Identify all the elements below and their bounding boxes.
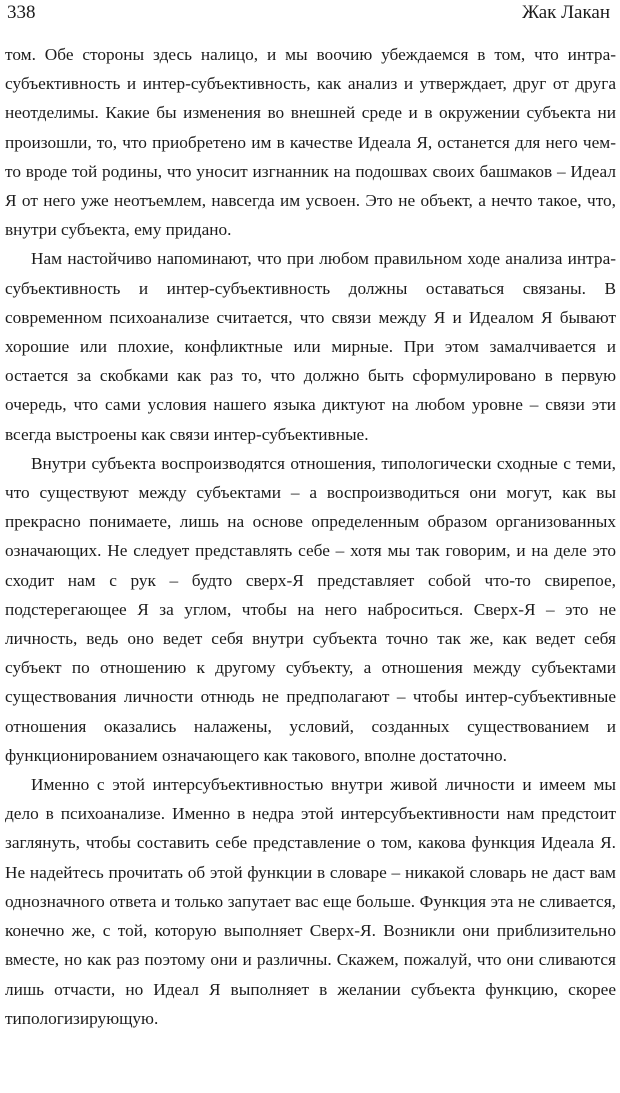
paragraph: Именно с этой интерсубъективностью внутри живой личности и имеем мы дело в психоанализе. Именно в недра этой интерсубъективности нам предстоит заглянуть, чтобы составить себе представление о том, какова функция Идеала Я. Не надейтесь прочитать об этой функции в словаре – никакой словарь не даст вам однозначного ответа и только запутает вас еще больше. Функция эта не сливается, конечно же, с той, которую выполняет Сверх-Я. Возникли они приблизительно вместе, но как раз поэтому они и различны. Скажем, пожалуй, что они сливаются лишь отчасти, но Идеал Я выполняет в желании субъекта функцию, скорее типологизирующую. <box>5 775 616 1028</box>
paragraph: Внутри субъекта воспроизводятся отношения, типологически сходные с теми, что существуют между субъектами – а воспроизводиться они могут, как вы прекрасно понимаете, лишь на основе определенным образом организованных означающих. Не следует представлять себе – хотя мы так говорим, и на деле это сходит нам с рук – будто сверх-Я представляет собой что-то свирепое, подстерегающее Я за углом, чтобы на него наброситься. Сверх-Я – это не личность, ведь оно ведет себя внутри субъекта точно так же, как ведет себя субъект по отношению к другому субъекту, а отношения между субъектами существования личности отнюдь не предполагают – чтобы интер-субъективные отношения оказались налажены, условий, созданных существованием и функционированием означающего как такового, вполне достаточно. <box>5 453 616 765</box>
page-header <box>5 0 616 26</box>
body-text <box>5 40 616 1033</box>
paragraph: том. Обе стороны здесь налицо, и мы воочию убеждаемся в том, что интра-субъективность и интер-субъективность, как анализ и утверждает, друг от друга неотделимы. Какие бы изменения во внешней среде и в окружении субъекта ни произошли, то, что приобретено им в качестве Идеала Я, останется для него чем-то вроде той родины, что уносит изгнанник на подошвах своих башмаков – Идеал Я от него уже неотъемлем, навсегда им усвоен. Это не объект, а нечто такое, что, внутри субъекта, ему придано. <box>5 45 616 240</box>
page-number: 338 <box>7 2 36 23</box>
running-title: Жак Лакан <box>522 2 610 23</box>
paragraph: Нам настойчиво напоминают, что при любом правильном ходе анализа интра-субъективность и интер-субъективность должны оставаться связаны. В современном психоанализе считается, что связи между Я и Идеалом Я бывают хорошие или плохие, конфликтные или мирные. При этом замалчивается и остается за скобками как раз то, что должно быть сформулировано в первую очередь, что сами условия нашего языка диктуют на любом уровне – связи эти всегда выстроены как связи интер-субъективные. <box>5 249 616 444</box>
